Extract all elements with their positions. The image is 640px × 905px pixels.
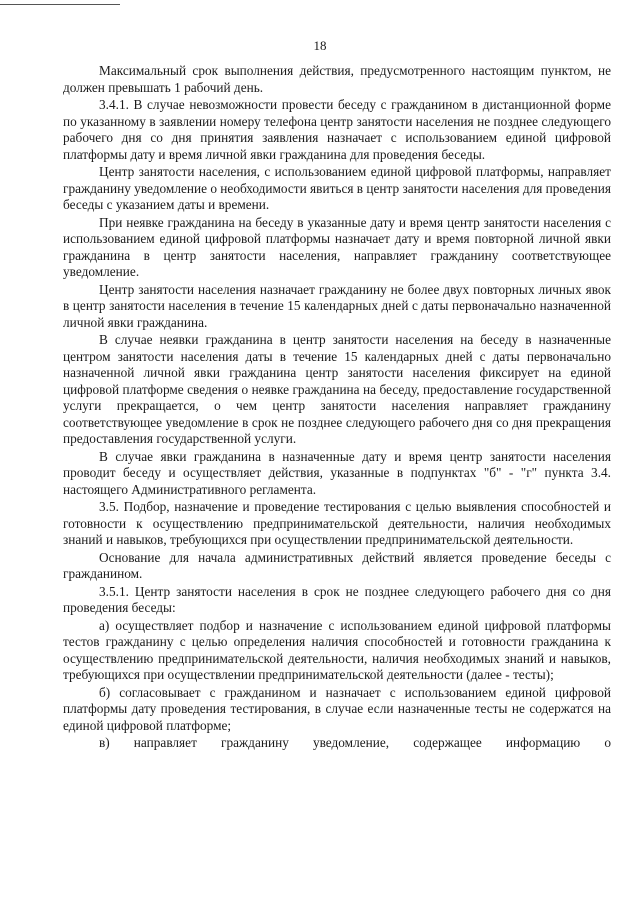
paragraph-3-5-1: 3.5.1. Центр занятости населения в срок не позднее следующего рабочего дня со дня проведения беседы: xyxy=(63,583,611,615)
paragraph-3-5: 3.5. Подбор, назначение и проведение тестирования с целью выявления способностей и готовности к осуществлению предпринимательской деятельности, наличия необходимых знаний и навыков, требующихся при осуществлении предпринимательской деятельности. xyxy=(63,499,611,547)
list-item-b: б) согласовывает с гражданином и назначает с использованием единой цифровой платформы дату проведения тестирования, в случае если назначенные тесты не содержатся на единой цифровой платформе; xyxy=(63,684,611,733)
list-item-v: в) направляет гражданину уведомление, содержащее информацию о xyxy=(99,735,611,750)
paragraph: В случае неявки гражданина в центр занятости населения на беседу в назначенные центром занятости населения даты в течение 15 календарных дней с даты первоначально назначенной личной явки гражданина центр занятости населения фиксирует на единой цифровой платформе сведения о неявке гражданина на беседу, предоставление государственной услуги прекращается, о чем центр занятости населения направляет гражданину соответствующее уведомление в срок не позднее следующего рабочего дня со дня прекращения предоставления государственной услуги. xyxy=(63,332,611,446)
paragraph-3-4-1: 3.4.1. В случае невозможности провести беседу с гражданином в дистанционной форме по указанному в заявлении номеру телефона центр занятости населения не позднее следующего рабочего дня со дня принятия заявления назначает с использованием единой цифровой платформы дату и время личной явки гражданина для проведения беседы. xyxy=(63,97,611,162)
document-body xyxy=(63,63,611,753)
paragraph: В случае явки гражданина в назначенные дату и время центр занятости населения проводит беседу и осуществляет действия, указанные в подпунктах "б" - "г" пункта 3.4. настоящего Административного регламента. xyxy=(63,448,611,497)
paragraph: При неявке гражданина на беседу в указанные дату и время центр занятости населения с использованием единой цифровой платформы назначает дату и время повторной личной явки гражданина в центр занятости населения, направляет гражданину соответствующее уведомление. xyxy=(63,214,611,279)
paragraph: Основание для начала административных действий является проведение беседы с гражданином. xyxy=(63,549,611,581)
paragraph: Центр занятости населения назначает гражданину не более двух повторных личных явок в центр занятости населения в течение 15 календарных дней с даты первоначально назначенной личной явки гражданина. xyxy=(63,281,611,330)
paragraph: Центр занятости населения, с использованием единой цифровой платформы, направляет гражданину уведомление о необходимости явиться в центр занятости населения для проведения беседы с указанием даты и времени. xyxy=(63,164,612,212)
paragraph: Максимальный срок выполнения действия, предусмотренного настоящим пунктом, не должен превышать 1 рабочий день. xyxy=(63,63,611,95)
list-item-a: а) осуществляет подбор и назначение с использованием единой цифровой платформы тестов гражданину с целью определения наличия способностей и готовности гражданина к осуществлению предпринимательской деятельности, наличия необходимых знаний и навыков, требующихся при осуществлении предпринимательской деятельности (далее - тесты); xyxy=(63,617,611,682)
page-number: 18 xyxy=(313,38,327,53)
scan-artifact-line xyxy=(0,4,120,5)
